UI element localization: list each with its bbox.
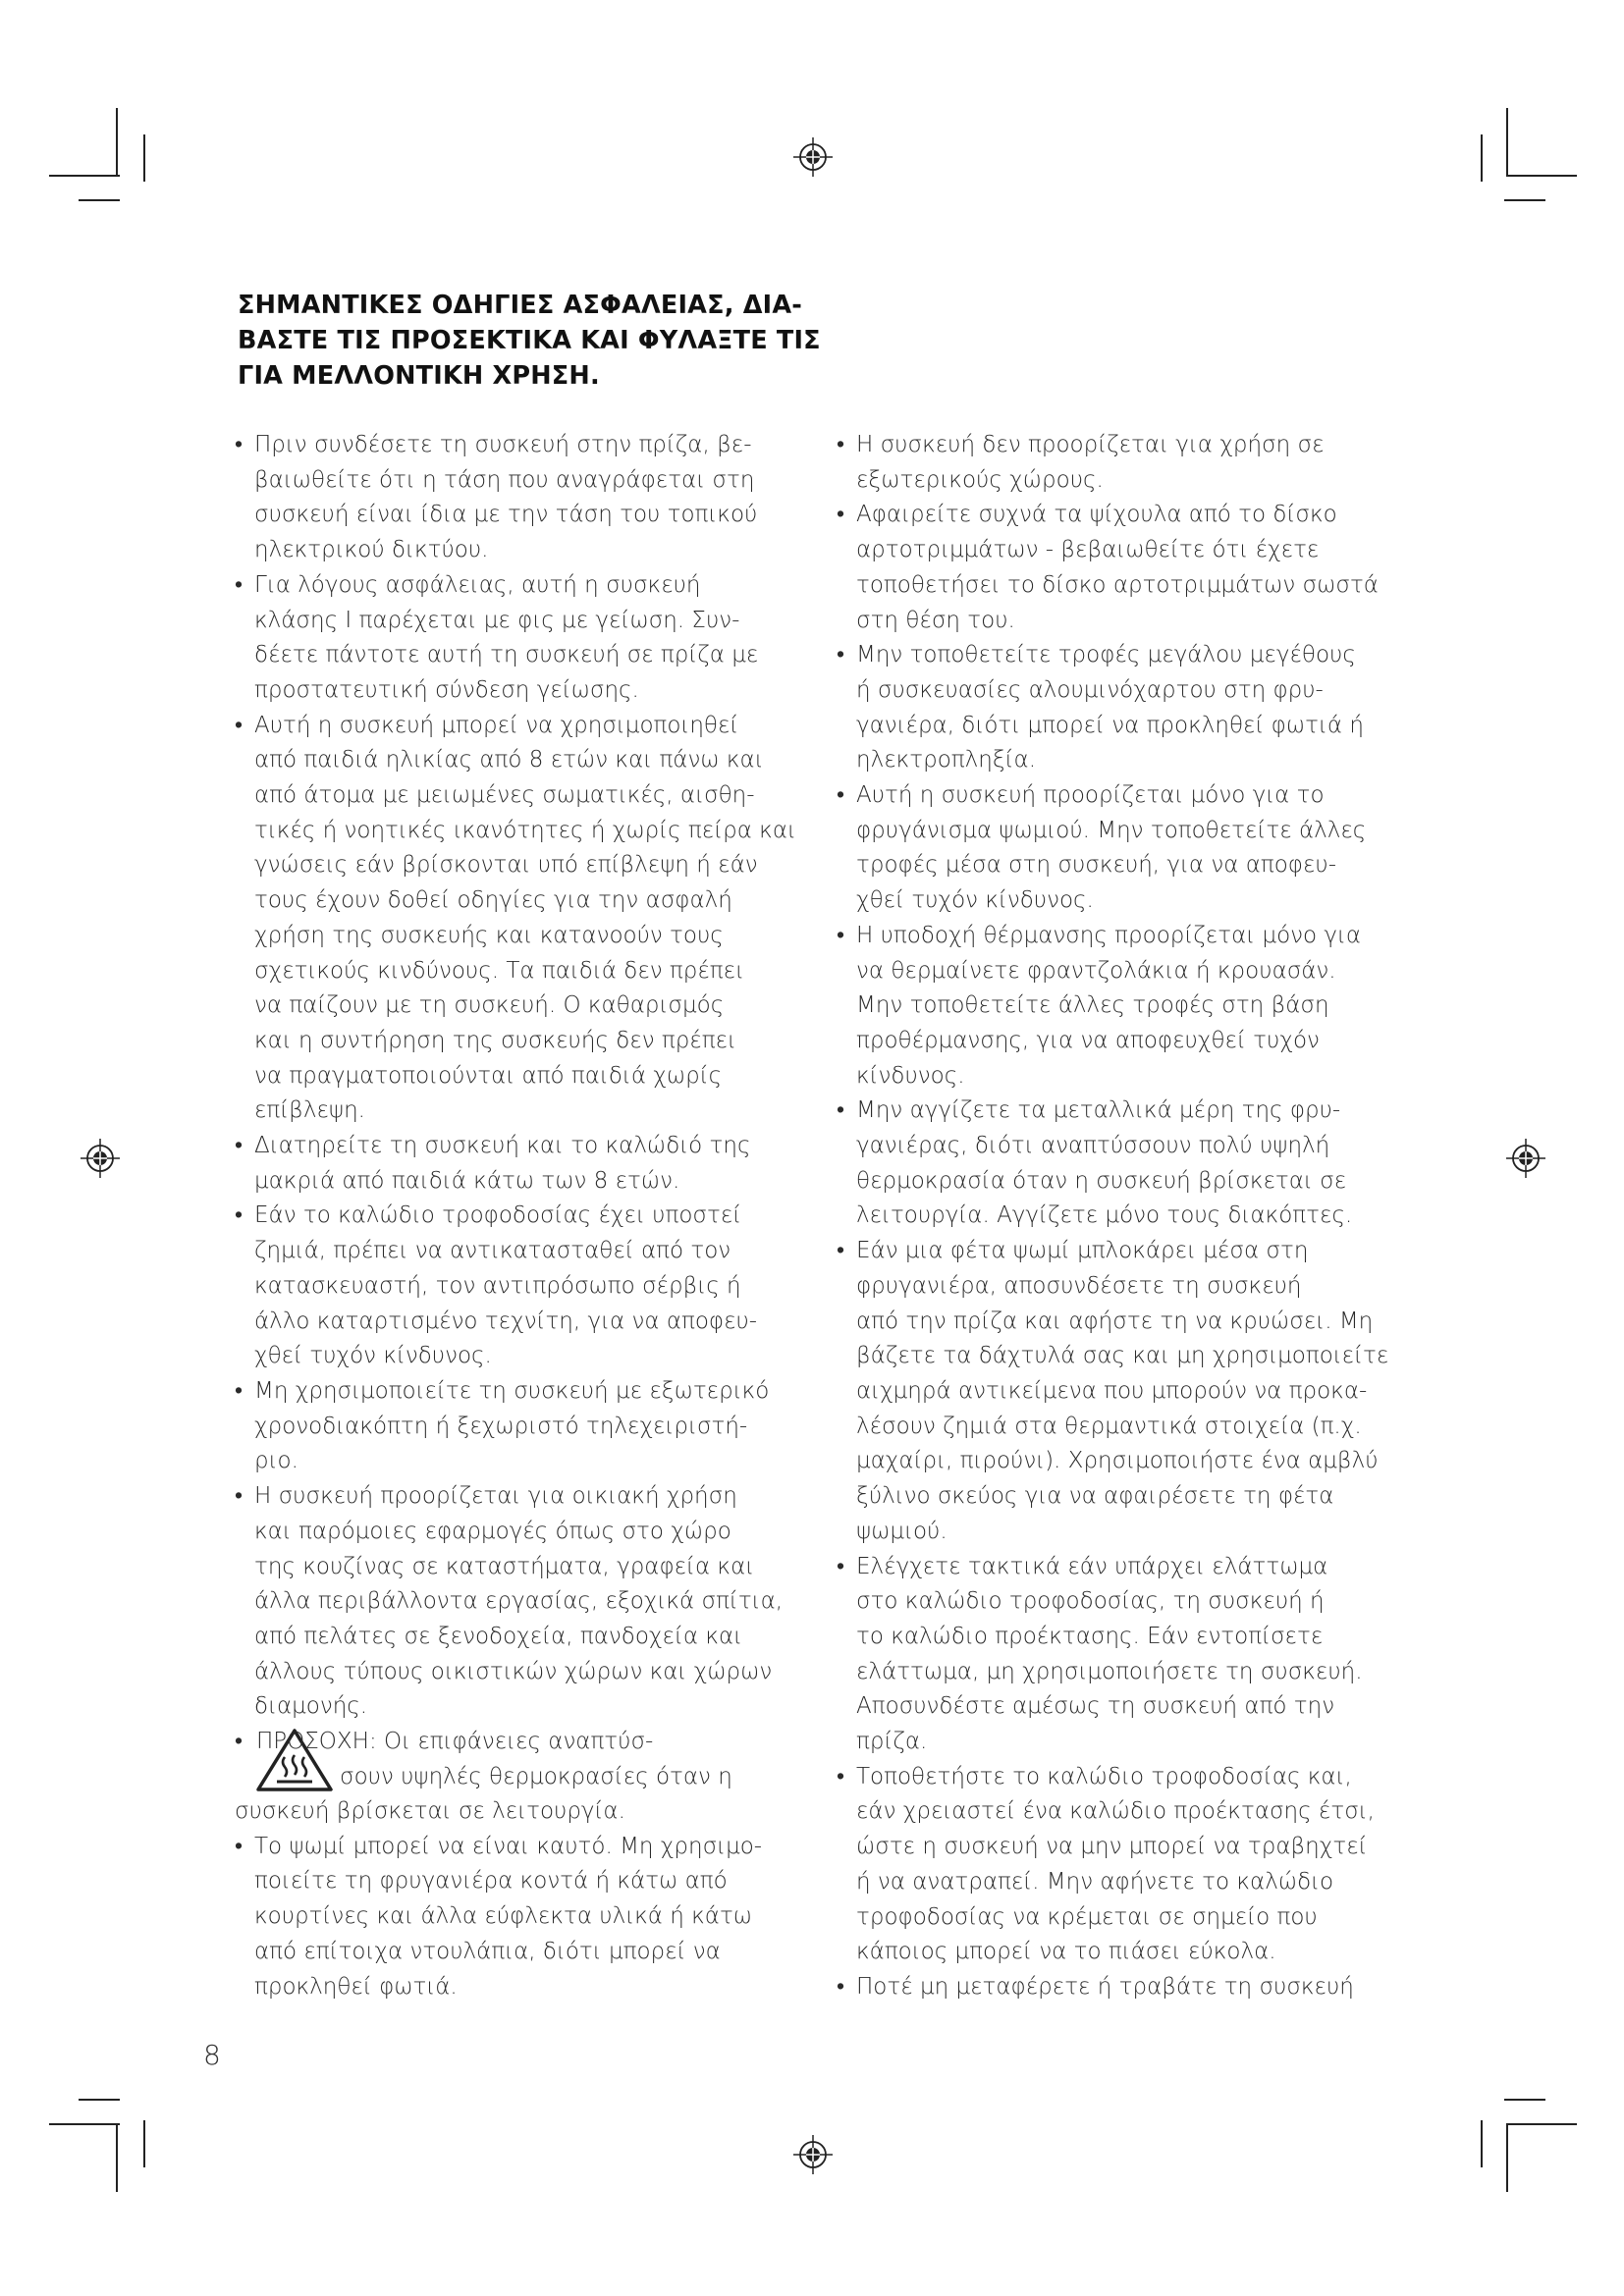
- crop-mark-top-left-v: [116, 108, 118, 177]
- list-item-line: θερμοκρασία όταν η συσκευή βρίσκεται σε: [856, 1167, 1347, 1194]
- bullet: •: [837, 1097, 845, 1124]
- list-item-line: φρυγανιέρα, αποσυνδέσετε τη συσκευή: [856, 1272, 1302, 1299]
- list-item-line: προκληθεί φωτιά.: [254, 1973, 458, 2000]
- list-item-line: λέσουν ζημιά στα θερμαντικά στοιχεία (π.χ.: [856, 1413, 1362, 1439]
- list-item-line: εάν χρειαστεί ένα καλώδιο προέκτασης έτσι,: [856, 1798, 1375, 1825]
- list-item-line: χρονοδιακόπτη ή ξεχωριστό τηλεχειριστή-: [254, 1413, 748, 1439]
- list-item-line: στο καλώδιο τροφοδοσίας, τη συσκευή ή: [856, 1588, 1325, 1615]
- list-item-line: άλλα περιβάλλοντα εργασίας, εξοχικά σπίτια,: [254, 1588, 784, 1615]
- list-item-line: Αυτή η συσκευή μπορεί να χρησιμοποιηθεί: [254, 712, 739, 738]
- list-item-line: ζημιά, πρέπει να αντικατασταθεί από τον: [254, 1238, 731, 1264]
- list-item: [235, 1199, 794, 1374]
- list-item-line: Τοποθετήστε το καλώδιο τροφοδοσίας και,: [856, 1763, 1352, 1789]
- list-item: [837, 498, 1396, 638]
- list-item-line: αιχμηρά αντικείμενα που μπορούν να προκα-: [856, 1377, 1368, 1404]
- list-item-line: να πραγματοποιούνται από παιδιά χωρίς: [254, 1062, 723, 1089]
- list-item: [837, 778, 1396, 919]
- list-item-line: ψωμιού.: [856, 1518, 947, 1544]
- list-item: [235, 1794, 794, 1830]
- bullet: •: [235, 712, 244, 738]
- list-item-line: Αυτή η συσκευή προορίζεται μόνο για το: [856, 782, 1325, 809]
- list-item-line: εξωτερικούς χώρους.: [856, 466, 1104, 493]
- list-item: [235, 1129, 794, 1199]
- bullet: •: [837, 1763, 845, 1789]
- list-item-line: να θερμαίνετε φραντζολάκια ή κρουασάν.: [856, 957, 1336, 984]
- list-item: [235, 568, 794, 709]
- list-item-line: Αφαιρείτε συχνά τα ψίχουλα από το δίσκο: [856, 502, 1337, 528]
- list-item-line: να παίζουν με τη συσκευή. Ο καθαρισμός: [254, 992, 725, 1019]
- list-item-line: τους έχουν δοθεί οδηγίες για την ασφαλή: [254, 887, 732, 914]
- list-item-line: άλλους τύπους οικιστικών χώρων και χώρων: [254, 1658, 773, 1684]
- list-item-line: Μην αγγίζετε τα μεταλλικά μέρη της φρυ-: [856, 1097, 1341, 1124]
- list-item-line: κάποιος μπορεί να το πιάσει εύκολα.: [856, 1939, 1276, 1965]
- heading-line: ΒΑΣΤΕ ΤΙΣ ΠΡΟΣΕΚΤΙΚΑ ΚΑΙ ΦΥΛΑΞΤΕ ΤΙΣ: [238, 326, 821, 355]
- list-item-line: διαμονής.: [254, 1693, 368, 1720]
- list-item-line: Μη χρησιμοποιείτε τη συσκευή με εξωτερικό: [254, 1377, 770, 1404]
- list-item-line: τροφοδοσίας να κρέμεται σε σημείο που: [856, 1903, 1318, 1930]
- list-item: [837, 1550, 1396, 1760]
- bullet: •: [837, 502, 845, 528]
- list-item-line: κατασκευαστή, τον αντιπρόσωπο σέρβις ή: [254, 1272, 741, 1299]
- caution-text-line: ΠΡΟΣΟΧΗ: Οι επιφάνειες αναπτύσ-: [256, 1729, 654, 1755]
- bullet: •: [837, 642, 845, 668]
- bullet: •: [837, 1553, 845, 1579]
- crop-mark-bottom-right-v: [1506, 2123, 1508, 2192]
- list-item-line: στη θέση του.: [856, 607, 1015, 633]
- list-item-line: ριο.: [254, 1448, 298, 1474]
- list-item-line: γανιέρα, διότι μπορεί να προκληθεί φωτιά ή: [856, 712, 1364, 738]
- list-item-line: Το ψωμί μπορεί να είναι καυτό. Μη χρησιμο-: [254, 1833, 763, 1859]
- crop-mark-top-left-h2: [79, 199, 120, 201]
- list-item: [837, 638, 1396, 778]
- list-item-line: χθεί τυχόν κίνδυνος.: [254, 1343, 492, 1369]
- right-column: [837, 428, 1396, 2005]
- list-item-line: ποιείτε τη φρυγανιέρα κοντά ή κάτω από: [254, 1868, 728, 1895]
- bullet: •: [235, 1202, 244, 1229]
- bullet: •: [837, 432, 845, 457]
- list-item-line: γανιέρας, διότι αναπτύσσουν πολύ υψηλή: [856, 1133, 1330, 1159]
- list-item: [837, 1234, 1396, 1549]
- list-item-line: μαχαίρι, πιρούνι). Χρησιμοποιήστε ένα αμβλύ: [856, 1448, 1379, 1474]
- crop-mark-bottom-left-v: [116, 2123, 118, 2192]
- heading-line: ΣΗΜΑΝΤΙΚΕΣ ΟΔΗΓΙΕΣ ΑΣΦΑΛΕΙΑΣ, ΔΙΑ-: [238, 291, 803, 320]
- crop-mark-top-right-h: [1506, 175, 1577, 177]
- safety-heading: [238, 288, 821, 394]
- registration-target-icon: [81, 1139, 120, 1178]
- list-item-line: ή να ανατραπεί. Μην αφήνετε το καλώδιο: [856, 1868, 1334, 1895]
- list-item-line: και η συντήρηση της συσκευής δεν πρέπει: [254, 1027, 736, 1053]
- list-item: [235, 1479, 794, 1725]
- left-column: [235, 428, 794, 2004]
- caution-item: [235, 1725, 794, 1794]
- list-item-line: από πελάτες σε ξενοδοχεία, πανδοχεία και: [254, 1623, 743, 1649]
- list-item-line: επίβλεψη.: [254, 1097, 365, 1124]
- crop-mark-bottom-right-h: [1504, 2099, 1545, 2101]
- list-item-line: γνώσεις εάν βρίσκονται υπό επίβλεψη ή εάν: [254, 852, 758, 879]
- left-column-items: [235, 428, 794, 1725]
- list-item-line: ηλεκτρικού δικτύου.: [254, 537, 489, 563]
- list-item: [235, 1830, 794, 2005]
- registration-target-icon: [793, 2135, 833, 2174]
- list-item-line: λειτουργία. Αγγίζετε μόνο τους διακόπτες.: [856, 1202, 1353, 1229]
- crop-mark-bottom-left-h2: [49, 2123, 120, 2125]
- crop-mark-top-left-h: [49, 175, 120, 177]
- list-item: [235, 1374, 794, 1479]
- bullet: •: [235, 1133, 244, 1159]
- list-item-line: από άτομα με μειωμένες σωματικές, αισθη-: [254, 782, 755, 809]
- list-item-line: πρίζα.: [856, 1729, 928, 1755]
- list-item-line: σχετικούς κινδύνους. Τα παιδιά δεν πρέπει: [254, 957, 744, 984]
- right-column-items: [837, 428, 1396, 2005]
- registration-target-icon: [1506, 1139, 1545, 1178]
- bullet: •: [837, 782, 845, 809]
- bullet: •: [235, 432, 244, 457]
- list-item-line: ηλεκτροπληξία.: [856, 747, 1037, 774]
- list-item-line: Αποσυνδέστε αμέσως τη συσκευή από την: [856, 1693, 1335, 1720]
- bullet: •: [235, 1377, 244, 1404]
- list-item-line: Μην τοποθετείτε τροφές μεγάλου μεγέθους: [856, 642, 1356, 668]
- crop-mark-bottom-left-v2: [143, 2120, 145, 2167]
- list-item-line: φρυγάνισμα ψωμιού. Μην τοποθετείτε άλλες: [856, 817, 1367, 843]
- bullet: •: [235, 1833, 244, 1859]
- list-item: [837, 1094, 1396, 1234]
- bullet: •: [837, 922, 845, 948]
- bullet: •: [235, 1483, 244, 1510]
- list-item-line: Η υποδοχή θέρμανσης προορίζεται μόνο για: [856, 922, 1362, 948]
- list-item-line: από παιδιά ηλικίας από 8 ετών και πάνω και: [254, 747, 764, 774]
- list-item-line: ελάττωμα, μη χρησιμοποιήσετε τη συσκευή.: [856, 1658, 1363, 1684]
- list-item-line: Η συσκευή προορίζεται για οικιακή χρήση: [254, 1483, 737, 1510]
- crop-mark-bottom-right-h2: [1506, 2123, 1577, 2125]
- crop-mark-top-left-v2: [143, 134, 145, 182]
- list-item-line: Εάν το καλώδιο τροφοδοσίας έχει υποστεί: [254, 1202, 742, 1229]
- list-item-line: τικές ή νοητικές ικανότητες ή χωρίς πείρα και: [254, 817, 796, 843]
- registration-target-icon: [793, 137, 833, 177]
- list-item-line: Διατηρείτε τη συσκευή και το καλώδιό της: [254, 1133, 751, 1159]
- list-item: [837, 1760, 1396, 1970]
- list-item-line: μακριά από παιδιά κάτω των 8 ετών.: [254, 1167, 680, 1194]
- list-item-line: χθεί τυχόν κίνδυνος.: [856, 887, 1094, 914]
- list-item: [837, 919, 1396, 1095]
- list-item-line: συσκευή είναι ίδια με την τάση του τοπικού: [254, 502, 758, 528]
- list-item-line: Ελέγχετε τακτικά εάν υπάρχει ελάττωμα: [856, 1553, 1328, 1579]
- list-item-line: βαιωθείτε ότι η τάση που αναγράφεται στη: [254, 466, 755, 493]
- list-item: [235, 709, 794, 1129]
- list-item-line: της κουζίνας σε καταστήματα, γραφεία και: [254, 1553, 755, 1579]
- list-item-line: προστατευτική σύνδεση γείωσης.: [254, 676, 639, 703]
- caution-text-line: συσκευή βρίσκεται σε λειτουργία.: [235, 1798, 625, 1825]
- heading-line: ΓΙΑ ΜΕΛΛΟΝΤΙΚΗ ΧΡΗΣΗ.: [238, 361, 600, 391]
- list-item: [837, 428, 1396, 498]
- list-item-line: Πριν συνδέσετε τη συσκευή στην πρίζα, βε-: [254, 432, 752, 457]
- list-item-line: δέετε πάντοτε αυτή τη συσκευή σε πρίζα με: [254, 642, 759, 668]
- list-item-line: ή συσκευασίες αλουμινόχαρτου στη φρυ-: [856, 676, 1324, 703]
- list-item-line: τοποθετήσει το δίσκο αρτοτριμμάτων σωστά: [856, 571, 1379, 598]
- list-item-line: κουρτίνες και άλλα εύφλεκτα υλικά ή κάτω: [254, 1903, 753, 1930]
- list-item-line: κίνδυνος.: [856, 1062, 965, 1089]
- crop-mark-top-right-h2: [1504, 199, 1545, 201]
- page-number: 8: [203, 2039, 221, 2071]
- crop-mark-bottom-right-v2: [1481, 2120, 1483, 2167]
- list-item: [235, 428, 794, 568]
- list-item-line: αρτοτριμμάτων - βεβαιωθείτε ότι έχετε: [856, 537, 1320, 563]
- list-item-line: Ποτέ μη μεταφέρετε ή τραβάτε τη συσκευή: [856, 1973, 1354, 2000]
- list-item-line: από επίτοιχα ντουλάπια, διότι μπορεί να: [254, 1938, 721, 1964]
- list-item-line: βάζετε τα δάχτυλά σας και μη χρησιμοποιείτε: [856, 1343, 1389, 1369]
- list-item-line: το καλώδιο προέκτασης. Εάν εντοπίσετε: [856, 1623, 1324, 1649]
- crop-mark-top-right-v2: [1481, 134, 1483, 182]
- list-item-line: ώστε η συσκευή να μην μπορεί να τραβηχτεί: [856, 1834, 1368, 1860]
- list-item-line: Η συσκευή δεν προορίζεται για χρήση σε: [856, 432, 1325, 457]
- crop-mark-top-right-v: [1506, 108, 1508, 177]
- list-item-line: Για λόγους ασφάλειας, αυτή η συσκευή: [254, 571, 701, 598]
- bullet: •: [837, 1238, 845, 1264]
- list-item-line: προθέρμανσης, για να αποφευχθεί τυχόν: [856, 1027, 1320, 1053]
- list-item-line: και παρόμοιες εφαρμογές όπως στο χώρο: [254, 1518, 731, 1544]
- list-item-line: άλλο καταρτισμένο τεχνίτη, για να αποφευ-: [254, 1308, 758, 1334]
- list-item-line: χρήση της συσκευής και κατανοούν τους: [254, 922, 724, 948]
- bullet: •: [235, 571, 244, 598]
- crop-mark-bottom-left-h: [79, 2099, 120, 2101]
- list-item-line: κλάσης I παρέχεται με φις με γείωση. Συν-: [254, 607, 740, 633]
- bullet: •: [235, 1729, 244, 1755]
- caution-text-line: σουν υψηλές θερμοκρασίες όταν η: [340, 1764, 732, 1790]
- list-item-line: τροφές μέσα στη συσκευή, για να αποφευ-: [856, 852, 1337, 879]
- left-column-items-after: [235, 1830, 794, 2005]
- list-item-line: Εάν μια φέτα ψωμί μπλοκάρει μέσα στη: [856, 1238, 1309, 1264]
- list-item-line: ξύλινο σκεύος για να αφαιρέσετε τη φέτα: [856, 1483, 1334, 1510]
- bullet: •: [837, 1973, 845, 2000]
- list-item: [837, 1970, 1396, 2005]
- list-item-line: από την πρίζα και αφήστε τη να κρυώσει. Μη: [856, 1308, 1374, 1334]
- list-item-line: Μην τοποθετείτε άλλες τροφές στη βάση: [856, 992, 1329, 1019]
